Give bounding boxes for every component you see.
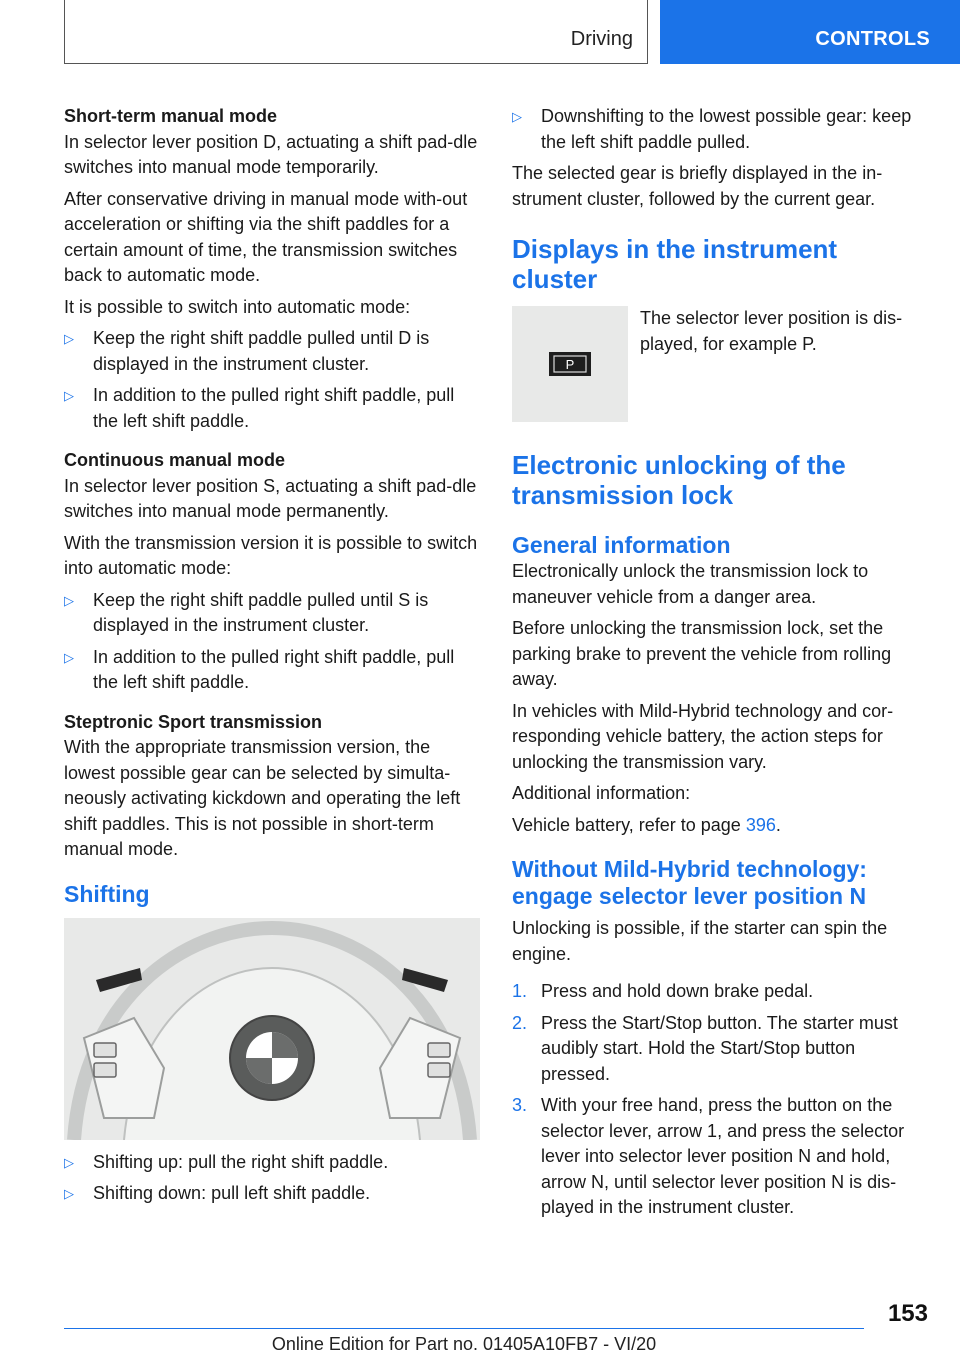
numbered-step — [512, 1011, 928, 1088]
list-item-text: Downshifting to the lowest possible gear: keep the left shift paddle pulled. — [541, 106, 912, 152]
page-number: 153 — [887, 1300, 928, 1327]
short-term-paragraph: After conservative driving in manual mode with-out acceleration or shifting via the shift paddles for a certain amount of time, the transmission switches back to automatic mode. — [64, 188, 468, 285]
list-item-text: Keep the right shift paddle pulled until D is displayed in the instrument cluster. — [93, 328, 430, 374]
header-chapter-tab — [660, 0, 960, 64]
continuous-paragraph: With the transmission version it is possible to switch into automatic mode: — [64, 532, 478, 578]
step-number: 1. — [512, 981, 528, 1001]
list-item-text: Shifting up: pull the right shift paddle. — [93, 1151, 389, 1172]
reference-suffix: . — [775, 814, 781, 835]
displays-heading: Displays in the instrument cluster — [512, 234, 838, 294]
bullet-arrow-icon: ▷ — [64, 388, 74, 403]
footer-edition: Online Edition for Part no. 01405A10FB7 - VI/20 — [271, 1334, 657, 1354]
list-item — [64, 1181, 480, 1207]
list-item-text: Keep the right shift paddle pulled until S is displayed in the instrument cluster. — [93, 589, 429, 635]
header-section-title: Driving — [570, 28, 633, 50]
step-text: Press the Start/Stop button. The starter must audibly start. Hold the Start/Stop button pressed. — [541, 1012, 898, 1084]
step-number: 3. — [512, 1095, 528, 1115]
short-term-title: Short-term manual mode — [64, 106, 278, 126]
paragraph: Before unlocking the transmission lock, set the parking brake to prevent the vehicle from rolling away. — [512, 618, 892, 689]
general-info-heading: General information — [512, 532, 731, 558]
short-term-paragraph: It is possible to switch into automatic mode: — [64, 296, 411, 317]
continuous-paragraph: In selector lever position S, actuating a shift pad-dle switches into manual mode permanently. — [64, 475, 477, 521]
steering-wheel-illustration — [64, 918, 480, 1140]
without-mild-hybrid-heading: Without Mild-Hybrid technology: engage selector lever position N — [512, 856, 867, 909]
paragraph: Additional information: — [512, 783, 691, 803]
list-item-text: In addition to the pulled right shift paddle, pull the left shift paddle. — [93, 646, 455, 692]
numbered-step — [512, 1093, 928, 1221]
list-item — [64, 645, 480, 696]
reference-text: Vehicle battery, refer to page — [512, 814, 746, 835]
list-item-text: Shifting down: pull left shift paddle. — [93, 1183, 371, 1203]
page-reference-paragraph — [512, 813, 928, 839]
step-text: Press and hold down brake pedal. — [541, 981, 814, 1001]
display-figure-row — [512, 306, 928, 422]
shifting-heading: Shifting — [64, 880, 150, 907]
bullet-arrow-icon: ▷ — [64, 331, 74, 346]
bullet-arrow-icon: ▷ — [64, 1154, 74, 1170]
bullet-arrow-icon: ▷ — [64, 1186, 74, 1201]
list-item — [64, 588, 480, 639]
bullet-arrow-icon: ▷ — [512, 109, 522, 124]
left-column — [64, 104, 480, 1213]
step-text: With your free hand, press the button on the selector lever, arrow 1, and press the selector lever into selector lever position N and hold, arrow N, until selector lever position N is dis-played in the instrument cluster. — [541, 1095, 905, 1217]
paragraph: In vehicles with Mild-Hybrid technology and cor-responding vehicle battery, the action steps for unlocking the transmission vary. — [512, 700, 894, 772]
bullet-arrow-icon: ▷ — [64, 649, 74, 665]
list-item — [512, 104, 928, 155]
steptronic-title: Steptronic Sport transmission — [64, 711, 323, 732]
list-item — [64, 326, 480, 377]
selector-position-p-icon — [548, 351, 592, 377]
paragraph: Electronically unlock the transmission lock to maneuver vehicle from a danger area. — [512, 561, 869, 607]
numbered-step — [512, 979, 928, 1005]
continuous-title: Continuous manual mode — [64, 450, 286, 470]
displays-text: The selector lever position is dis-played, for example P. — [640, 308, 903, 354]
selector-position-label: P — [565, 357, 575, 372]
page-link[interactable]: 396 — [745, 814, 776, 835]
short-term-paragraph: In selector lever position D, actuating a shift pad-dle switches into manual mode temporarily. — [64, 131, 478, 177]
header-section-box — [64, 0, 648, 64]
list-item — [64, 1150, 480, 1176]
bullet-arrow-icon: ▷ — [64, 592, 74, 608]
unlock-heading: Electronic unlocking of the transmission lock — [512, 450, 846, 510]
step-number: 2. — [512, 1012, 528, 1033]
instrument-display-illustration — [512, 306, 628, 422]
paragraph: The selected gear is briefly displayed in the in-strument cluster, followed by the current gear. — [512, 163, 883, 209]
paragraph: Unlocking is possible, if the starter can spin the engine. — [512, 918, 888, 964]
header-chapter-title: CONTROLS — [815, 28, 930, 50]
list-item — [64, 383, 480, 434]
footer-divider — [64, 1328, 864, 1329]
right-column — [512, 104, 928, 1227]
list-item-text: In addition to the pulled right shift paddle, pull the left shift paddle. — [93, 385, 455, 431]
steptronic-paragraph: With the appropriate transmission version, the lowest possible gear can be selected by simulta-neously activating kickdown and operating the left shift paddles. This is not possible in short-term manual mode. — [64, 737, 461, 859]
